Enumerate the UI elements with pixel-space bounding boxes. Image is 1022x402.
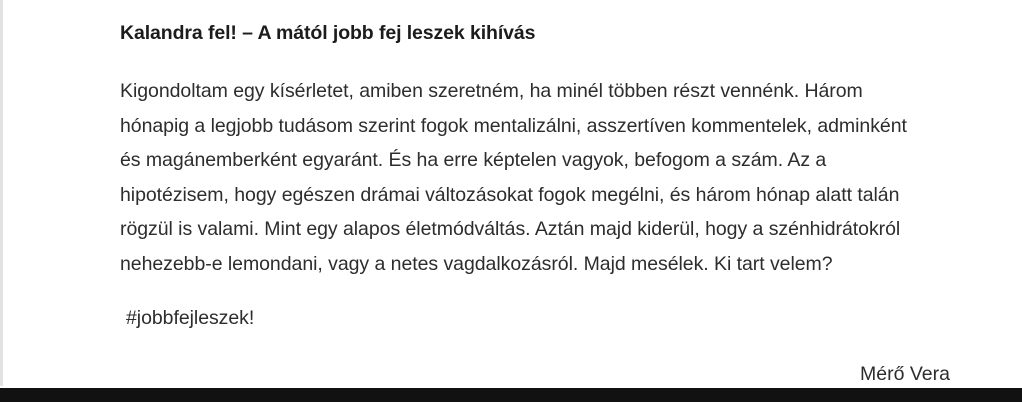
left-margin-rule — [0, 0, 3, 386]
article-hashtag: #jobbfejleszek! — [126, 307, 255, 329]
bottom-bar — [0, 388, 1022, 402]
article-signature: Mérő Vera — [860, 363, 950, 385]
article-paragraph: Kigondoltam egy kísérletet, amiben szeretném, ha minél többen részt vennénk. Három hónapig a legjobb tudásom szerint fogok mentalizálni, asszertíven kommentelek, adminként és magánemberként egyaránt. És ha erre képtelen vagyok, befogom a szám. Az a hipotézisem, hogy egészen drámai változásokat fogok megélni, és három hónap alatt talán rögzül is valami. Mint egy alapos életmódváltás. Aztán majd kiderül, hogy a szénhidrátokról nehezebb-e lemondani, vagy a netes vagdalkozásról. Majd mesélek. Ki tart velem? — [120, 80, 907, 275]
article-heading: Kalandra fel! – A mától jobb fej leszek kihívás — [120, 22, 536, 44]
clipped-previous-line — [120, 0, 880, 8]
article-content — [120, 20, 910, 335]
